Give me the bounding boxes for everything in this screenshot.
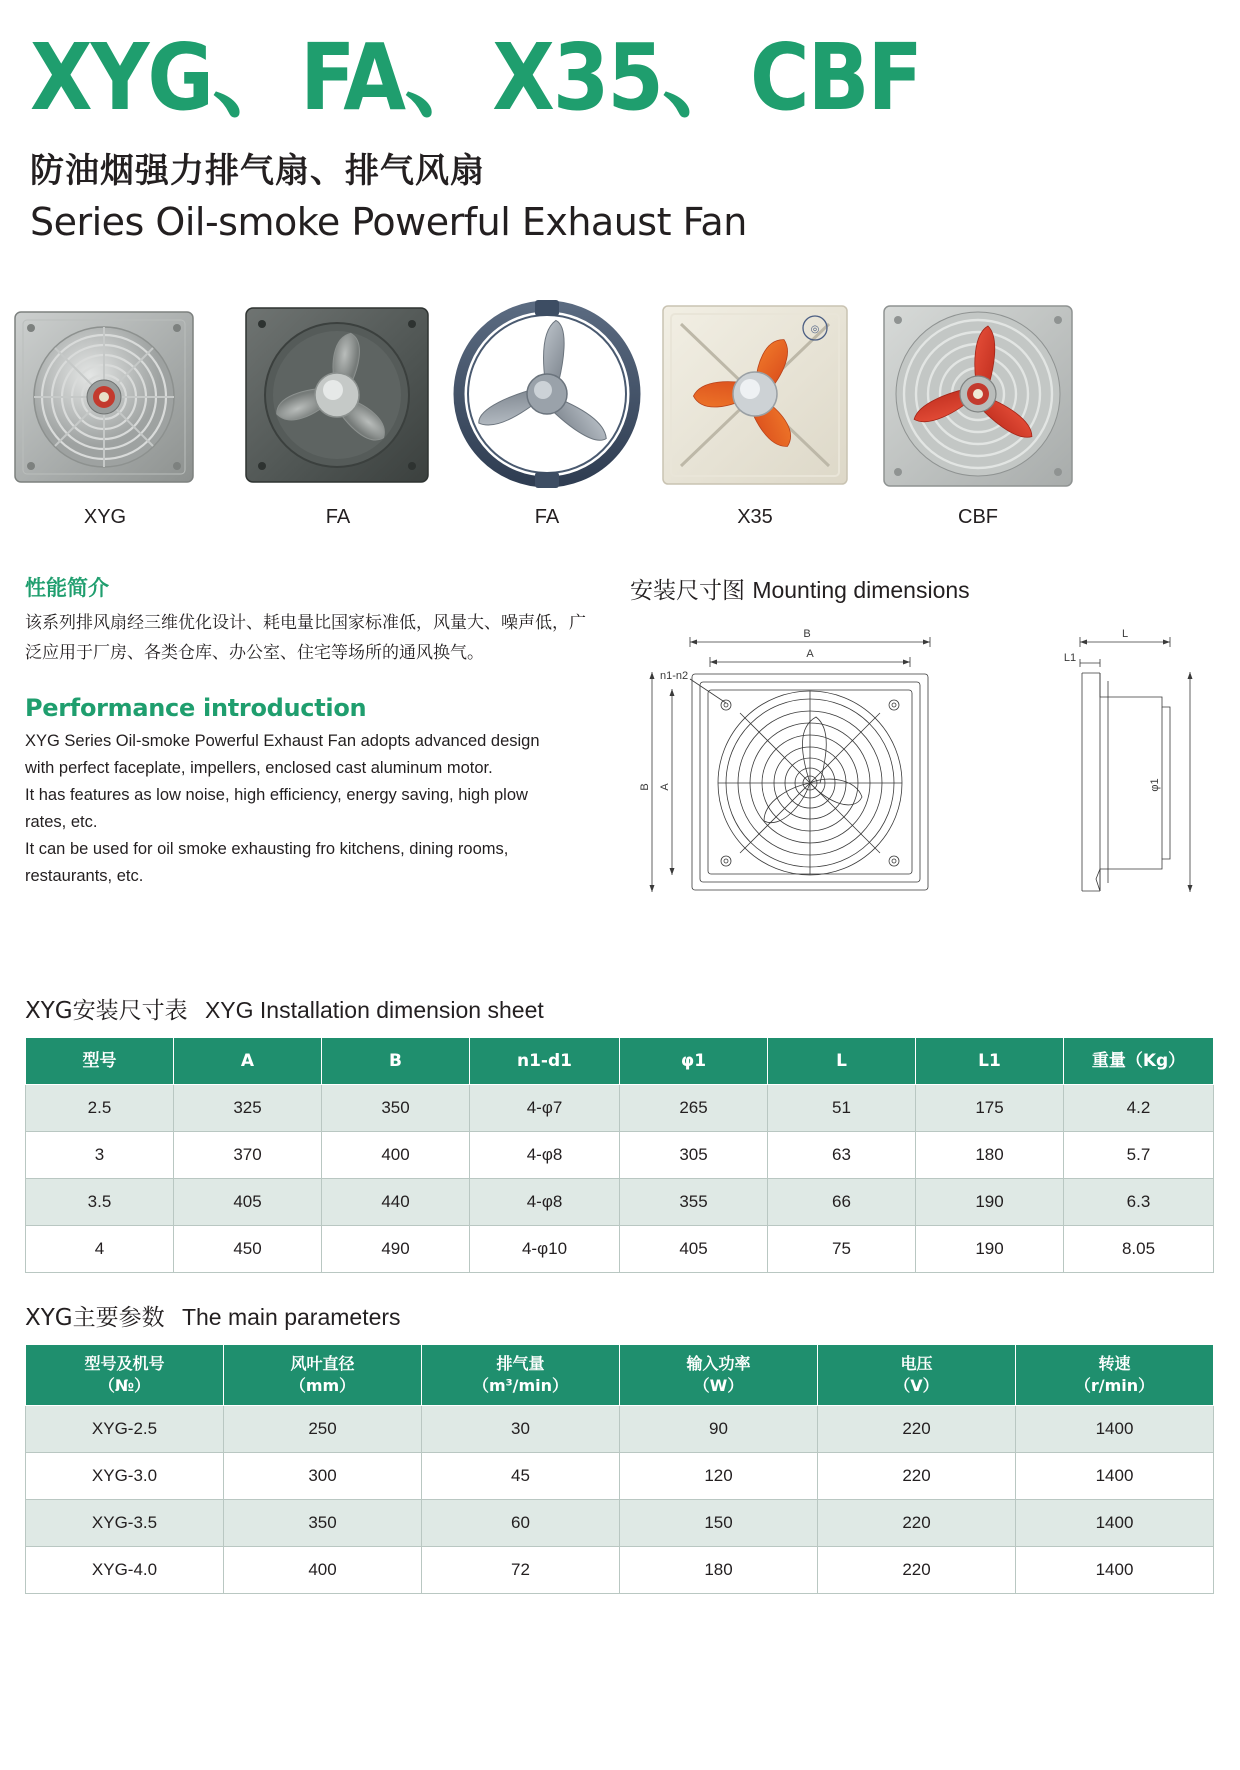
- product-item-fa-square: [238, 294, 438, 529]
- product-label: CBF: [958, 506, 998, 528]
- table-cell: 5.7: [1064, 1132, 1214, 1179]
- fan-square-gray-icon: [5, 294, 205, 494]
- column-header: n1-d1: [470, 1038, 620, 1085]
- table-row: [26, 1500, 1214, 1547]
- table-cell: 440: [322, 1179, 470, 1226]
- column-header-line2: （r/min）: [1074, 1376, 1155, 1395]
- svg-text:φ1: φ1: [1149, 778, 1161, 792]
- performance-line: It can be used for oil smoke exhausting fro kitchens, dining rooms,: [25, 840, 509, 858]
- svg-text:A: A: [806, 648, 814, 660]
- performance-heading-en: Performance introduction: [25, 694, 367, 722]
- mounting-title-en: Mounting dimensions: [752, 577, 970, 603]
- table-cell: XYG-2.5: [26, 1406, 224, 1453]
- performance-body-cn: 该系列排风扇经三维优化设计、耗电量比国家标准低，风量大、噪声低，广泛应用于厂房、各类仓库、办公室、住宅等场所的通风换气。: [25, 613, 586, 663]
- column-header: 重量（Kg）: [1064, 1038, 1214, 1085]
- column-header: φ1: [620, 1038, 768, 1085]
- table-cell: 370: [174, 1132, 322, 1179]
- table-cell: 6.3: [1064, 1179, 1214, 1226]
- product-gallery: [0, 294, 1240, 554]
- product-item-xyg: [5, 294, 205, 529]
- table-cell: XYG-3.5: [26, 1500, 224, 1547]
- table-cell: 30: [422, 1406, 620, 1453]
- install-table-title: [25, 992, 1240, 1025]
- table-cell: 190: [916, 1179, 1064, 1226]
- table-cell: 190: [916, 1226, 1064, 1273]
- product-label: X35: [737, 506, 773, 528]
- table-cell: 45: [422, 1453, 620, 1500]
- table-row: [26, 1547, 1214, 1594]
- performance-block: [25, 572, 595, 890]
- params-table-title-cn: XYG主要参数: [25, 1305, 165, 1331]
- table-cell: 3: [26, 1132, 174, 1179]
- performance-line: restaurants, etc.: [25, 867, 144, 885]
- product-item-fa-round: [447, 294, 647, 529]
- table-cell: XYG-3.0: [26, 1453, 224, 1500]
- product-item-cbf: [878, 294, 1078, 529]
- svg-text:A: A: [659, 783, 671, 791]
- column-header-line1: 输入功率: [686, 1354, 751, 1373]
- table-row: [26, 1453, 1214, 1500]
- table-cell: 2.5: [26, 1085, 174, 1132]
- table-cell: 1400: [1016, 1547, 1214, 1594]
- table-cell: 180: [620, 1547, 818, 1594]
- subtitle-chinese: 防油烟强力排气扇、排气风扇: [30, 151, 485, 191]
- table-cell: 4-φ8: [470, 1132, 620, 1179]
- table-cell: 175: [916, 1085, 1064, 1132]
- column-header: [818, 1345, 1016, 1406]
- table-header-row: [26, 1038, 1214, 1085]
- table-cell: 490: [322, 1226, 470, 1273]
- install-dimension-section: [0, 992, 1240, 1273]
- table-cell: 150: [620, 1500, 818, 1547]
- table-cell: 300: [224, 1453, 422, 1500]
- main-parameters-table: [25, 1344, 1214, 1594]
- table-cell: 220: [818, 1547, 1016, 1594]
- table-cell: 250: [224, 1406, 422, 1453]
- fan-round-blue-icon: [447, 294, 647, 494]
- svg-text:B: B: [803, 628, 811, 640]
- product-label: FA: [534, 506, 560, 528]
- svg-text:B: B: [639, 783, 651, 791]
- table-cell: 265: [620, 1085, 768, 1132]
- table-cell: 4-φ10: [470, 1226, 620, 1273]
- fan-square-red-icon: [878, 294, 1078, 494]
- table-row: [26, 1085, 1214, 1132]
- column-header-line1: 型号及机号: [84, 1354, 165, 1373]
- table-header-row: [26, 1345, 1214, 1406]
- fan-square-cream-orange-icon: [655, 294, 855, 494]
- table-cell: 66: [768, 1179, 916, 1226]
- table-cell: 75: [768, 1226, 916, 1273]
- performance-line: XYG Series Oil-smoke Powerful Exhaust Fan adopts advanced design: [25, 732, 540, 750]
- product-label: XYG: [83, 506, 127, 528]
- table-cell: 305: [620, 1132, 768, 1179]
- install-dimension-table: [25, 1037, 1214, 1273]
- table-cell: 3.5: [26, 1179, 174, 1226]
- table-row: [26, 1179, 1214, 1226]
- table-row: [26, 1132, 1214, 1179]
- install-table-title-cn: XYG安装尺寸表: [25, 998, 188, 1024]
- svg-text:L: L: [1121, 628, 1129, 640]
- page-header: [0, 0, 1240, 246]
- table-cell: 63: [768, 1132, 916, 1179]
- table-cell: 405: [174, 1179, 322, 1226]
- mounting-title: [630, 572, 1210, 605]
- column-header: [224, 1345, 422, 1406]
- performance-line: rates, etc.: [25, 813, 98, 831]
- performance-heading-cn: 性能简介: [25, 576, 109, 600]
- table-cell: 400: [224, 1547, 422, 1594]
- column-header: [620, 1345, 818, 1406]
- table-cell: 220: [818, 1453, 1016, 1500]
- table-cell: 51: [768, 1085, 916, 1132]
- table-cell: 4-φ7: [470, 1085, 620, 1132]
- mid-section: [0, 572, 1240, 992]
- svg-text:n1-n2: n1-n2: [660, 670, 689, 682]
- column-header-line1: 转速: [1098, 1354, 1131, 1373]
- column-header: L1: [916, 1038, 1064, 1085]
- performance-line: with perfect faceplate, impellers, enclosed cast aluminum motor.: [25, 759, 493, 777]
- table-cell: 120: [620, 1453, 818, 1500]
- column-header-line2: （W）: [693, 1376, 744, 1395]
- table-cell: 220: [818, 1500, 1016, 1547]
- table-cell: 4.2: [1064, 1085, 1214, 1132]
- fan-square-dark-icon: [238, 294, 438, 494]
- table-cell: XYG-4.0: [26, 1547, 224, 1594]
- table-cell: 325: [174, 1085, 322, 1132]
- table-cell: 405: [620, 1226, 768, 1273]
- table-cell: 1400: [1016, 1453, 1214, 1500]
- page-title: XYG、FA、X35、CBF: [30, 24, 921, 131]
- table-cell: 60: [422, 1500, 620, 1547]
- column-header-line2: （mm）: [289, 1376, 356, 1395]
- table-cell: 180: [916, 1132, 1064, 1179]
- install-table-title-en: XYG Installation dimension sheet: [204, 997, 544, 1023]
- product-item-x35: [655, 294, 855, 529]
- table-cell: 8.05: [1064, 1226, 1214, 1273]
- column-header-line1: 电压: [900, 1354, 933, 1373]
- table-cell: 355: [620, 1179, 768, 1226]
- svg-text:L1: L1: [1063, 652, 1077, 664]
- column-header: L: [768, 1038, 916, 1085]
- column-header-line1: 排气量: [496, 1354, 545, 1373]
- mounting-block: [630, 572, 1210, 927]
- table-cell: 350: [322, 1085, 470, 1132]
- mounting-drawing: [630, 617, 1210, 927]
- params-table-title-en: The main parameters: [181, 1304, 401, 1330]
- mounting-title-cn: 安装尺寸图: [630, 578, 745, 604]
- table-row: [26, 1406, 1214, 1453]
- column-header-line2: （V）: [894, 1376, 939, 1395]
- table-cell: 1400: [1016, 1406, 1214, 1453]
- product-label: FA: [325, 506, 351, 528]
- params-table-title: [25, 1299, 1240, 1332]
- column-header-line2: （№）: [98, 1376, 151, 1395]
- column-header: B: [322, 1038, 470, 1085]
- column-header: 型号: [26, 1038, 174, 1085]
- main-parameters-section: [0, 1299, 1240, 1594]
- performance-body-en: [25, 728, 595, 890]
- column-header-line2: （m³/min）: [472, 1376, 569, 1395]
- table-cell: 4: [26, 1226, 174, 1273]
- column-header-line1: 风叶直径: [290, 1354, 355, 1373]
- column-header: A: [174, 1038, 322, 1085]
- table-cell: 220: [818, 1406, 1016, 1453]
- table-cell: 72: [422, 1547, 620, 1594]
- table-cell: 350: [224, 1500, 422, 1547]
- subtitle-english: Series Oil-smoke Powerful Exhaust Fan: [30, 200, 747, 244]
- table-cell: 90: [620, 1406, 818, 1453]
- table-row: [26, 1226, 1214, 1273]
- svg-text:◎: ◎: [810, 324, 820, 335]
- table-cell: 4-φ8: [470, 1179, 620, 1226]
- table-cell: 400: [322, 1132, 470, 1179]
- table-cell: 1400: [1016, 1500, 1214, 1547]
- table-cell: 450: [174, 1226, 322, 1273]
- column-header: [422, 1345, 620, 1406]
- performance-line: It has features as low noise, high efficiency, energy saving, high plow: [25, 786, 528, 804]
- column-header: [26, 1345, 224, 1406]
- column-header: [1016, 1345, 1214, 1406]
